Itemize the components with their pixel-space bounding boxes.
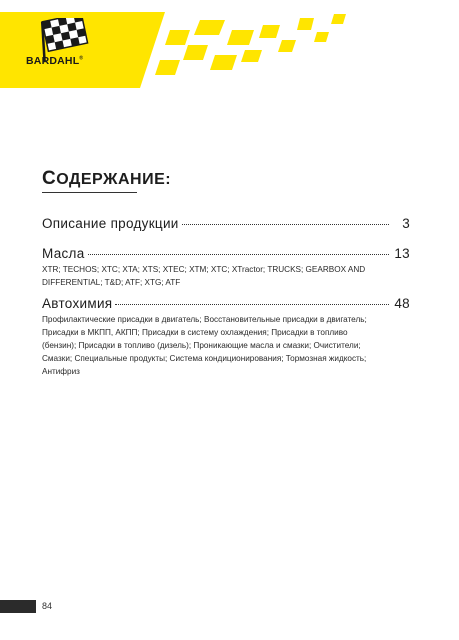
page-header <box>0 0 459 100</box>
toc-entry-oils[interactable] <box>42 246 410 289</box>
toc-entry-label: Описание продукции <box>42 216 179 231</box>
toc-entry-label: Автохимия <box>42 296 113 311</box>
brand-name: BARDAHL® <box>26 55 84 67</box>
title-underline <box>42 192 137 193</box>
bardahl-logo-icon <box>18 18 108 76</box>
dot-leader <box>88 254 389 255</box>
toc-entry-description: XTR; TECHOS; XTC; XTA; XTS; XTEC; XTM; XTC; XTractor; TRUCKS; GEARBOX AND DIFFERENTIAL; T&D; ATF; XTG; ATF <box>42 265 366 287</box>
toc-entry-products[interactable] <box>42 216 410 231</box>
toc-entry-description: Профилактические присадки в двигатель; Восстановительные присадки в двигатель; Присадки в МКПП, АКПП; Присадки в систему охлаждения; Присадки в топливо (бензин); Присадки в топливо (дизель); Проникающие масла и смазки; Очистители; Смазки; Специальные продукты; Система кондиционирования; Тормозная жидкость; Антифриз <box>42 315 367 376</box>
toc-entry-page: 3 <box>402 216 410 231</box>
page-number: 84 <box>42 601 53 611</box>
toc-entry-label: Масла <box>42 246 85 261</box>
toc-entry-page: 13 <box>394 246 410 261</box>
dot-leader <box>182 224 389 225</box>
footer-bar <box>0 600 36 613</box>
dot-leader <box>115 304 389 305</box>
toc-entry-autochemistry[interactable] <box>42 296 410 378</box>
toc-entry-page: 48 <box>394 296 410 311</box>
contents-title: СОДЕРЖАНИЕ: <box>42 168 172 189</box>
